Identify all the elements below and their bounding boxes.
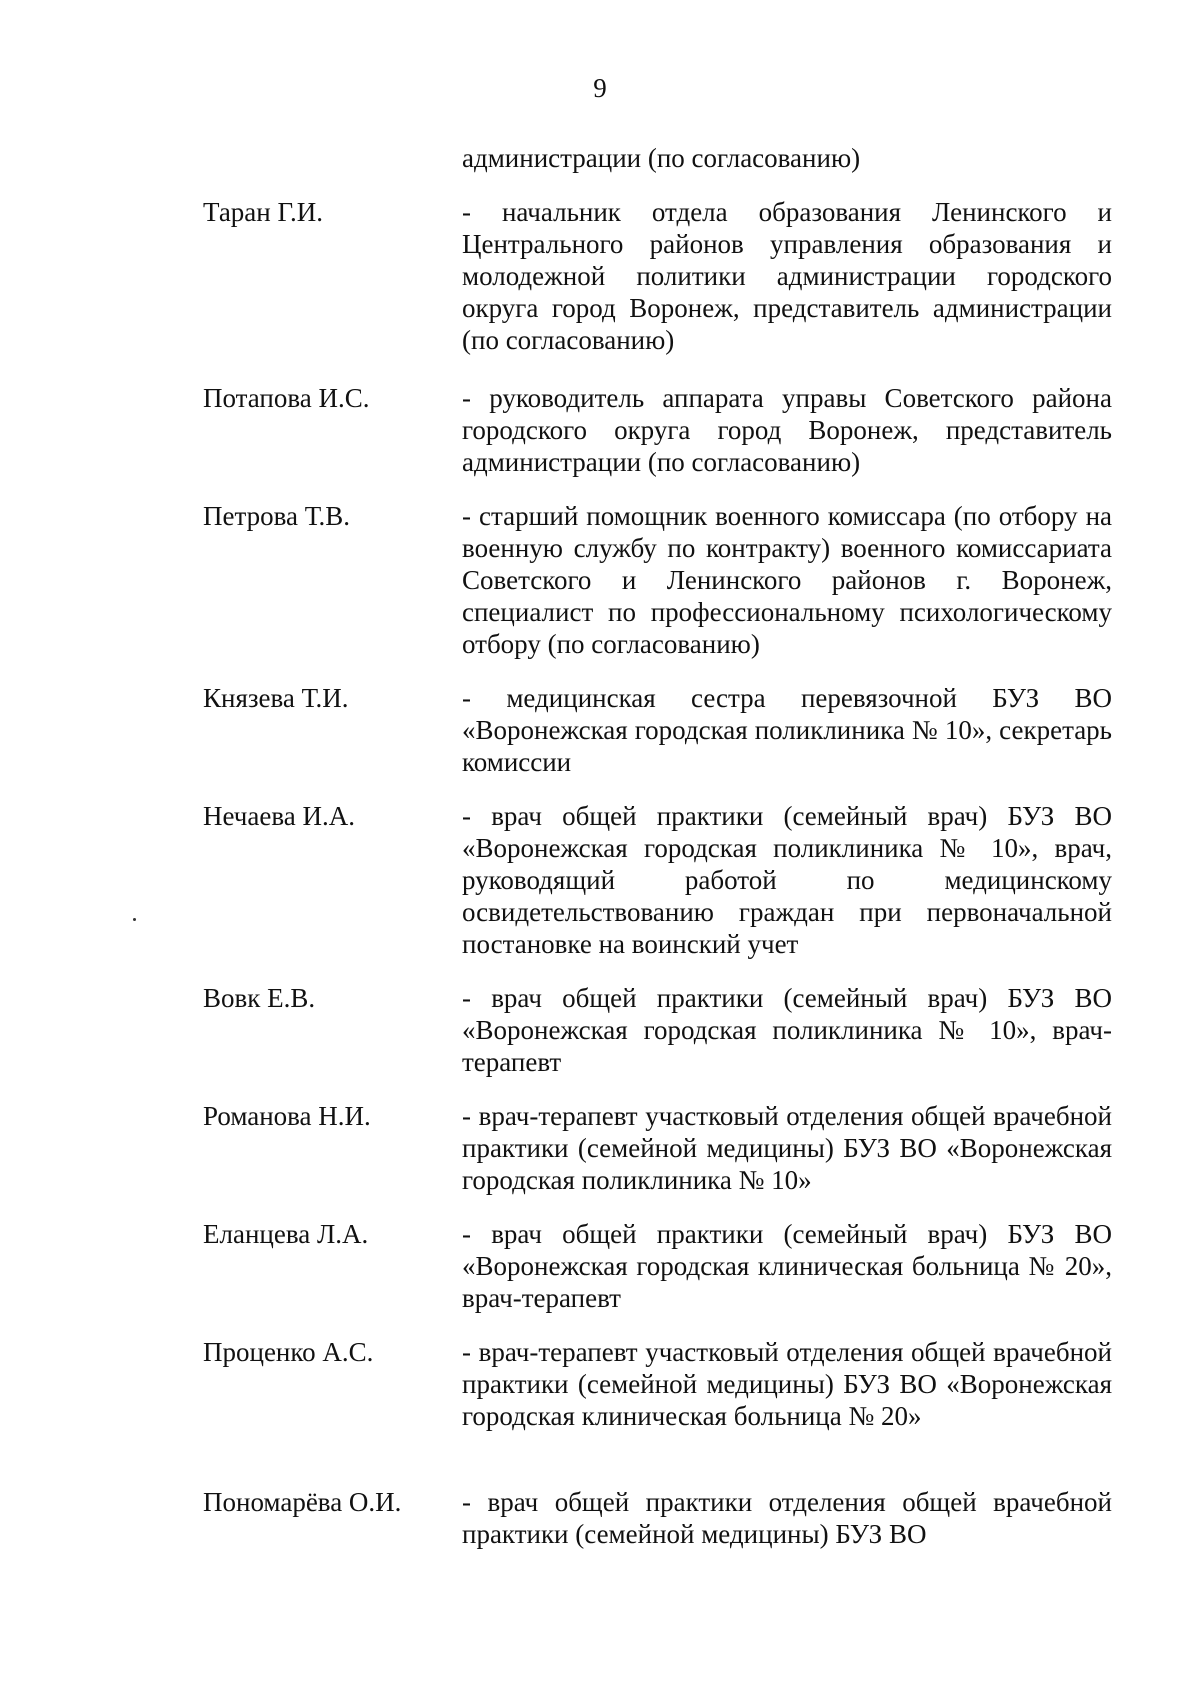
member-description: - врач общей практики (семейный врач) БУЗ ВО «Воронежская городская поликлиника № 10», врач-терапевт	[462, 983, 1112, 1077]
continuation-text: администрации (по согласованию)	[462, 143, 861, 173]
page-number: 9	[593, 73, 607, 103]
member-description: - врач-терапевт участковый отделения общей врачебной практики (семейной медицины) БУЗ ВО «Воронежская городская клиническая больница № 20»	[462, 1337, 1112, 1431]
member-name: Потапова И.С.	[203, 383, 370, 413]
member-name: Пономарёва О.И.	[203, 1487, 402, 1517]
scan-speck	[133, 918, 136, 921]
member-name: Таран Г.И.	[203, 197, 324, 227]
member-name: Петрова Т.В.	[203, 501, 351, 531]
member-name: Нечаева И.А.	[203, 801, 355, 831]
member-description: - врач-терапевт участковый отделения общей врачебной практики (семейной медицины) БУЗ ВО «Воронежская городская поликлиника № 10»	[462, 1101, 1112, 1195]
member-name: Вовк Е.В.	[203, 983, 316, 1013]
member-description: - старший помощник военного комиссара (по отбору на военную службу по контракту) военного комиссариата Советского и Ленинского районов г. Воронеж, специалист по профессиональному психологическому отбору (по согласованию)	[462, 501, 1112, 659]
member-description: - руководитель аппарата управы Советского района городского округа город Воронеж, представитель администрации (по согласованию)	[462, 383, 1112, 477]
member-name: Романова Н.И.	[203, 1101, 371, 1131]
member-name: Князева Т.И.	[203, 683, 349, 713]
member-name: Еланцева Л.А.	[203, 1219, 369, 1249]
member-description: - врач общей практики (семейный врач) БУЗ ВО «Воронежская городская клиническая больница № 20», врач-терапевт	[462, 1219, 1112, 1313]
member-description: - врач общей практики (семейный врач) БУЗ ВО «Воронежская городская поликлиника № 10», врач, руководящий работой по медицинскому освидетельствованию граждан при первоначальной постановке на воинский учет	[462, 801, 1112, 959]
member-name: Проценко А.С.	[203, 1337, 374, 1367]
member-description: - медицинская сестра перевязочной БУЗ ВО «Воронежская городская поликлиника № 10», секретарь комиссии	[462, 683, 1112, 777]
member-description: - начальник отдела образования Ленинского и Центрального районов управления образования и молодежной политики администрации городского округа город Воронеж, представитель администрации (по согласованию)	[462, 197, 1112, 355]
member-description: - врач общей практики отделения общей врачебной практики (семейной медицины) БУЗ ВО	[462, 1487, 1112, 1549]
